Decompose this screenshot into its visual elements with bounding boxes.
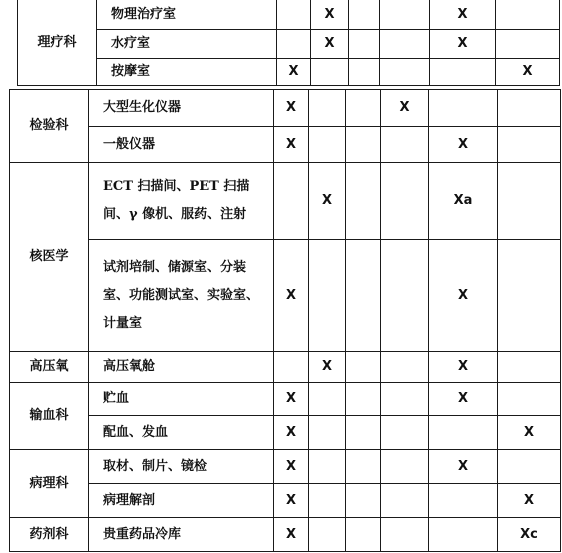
mark-cell: X xyxy=(429,240,498,352)
mark-cell xyxy=(346,352,381,383)
mark-cell: X xyxy=(430,30,496,59)
mark-cell xyxy=(381,383,429,416)
mark-cell: Xa xyxy=(429,163,498,240)
room-cell: 取材、制片、镜检 xyxy=(89,450,274,484)
mark-cell xyxy=(380,30,430,59)
mark-cell: X xyxy=(498,484,561,518)
room-cell: 大型生化仪器 xyxy=(89,90,274,127)
mark-cell xyxy=(277,30,311,59)
mark-cell: X xyxy=(429,127,498,163)
mark-cell xyxy=(429,484,498,518)
mark-cell xyxy=(496,30,560,59)
room-cell: 贮血 xyxy=(89,383,274,416)
mark-cell: X xyxy=(274,383,309,416)
table-row xyxy=(18,30,560,59)
mark-cell: X xyxy=(274,484,309,518)
mark-cell xyxy=(380,59,430,86)
mark-cell xyxy=(346,240,381,352)
mark-cell: Xc xyxy=(498,518,561,552)
mark-cell xyxy=(346,383,381,416)
room-cell: 配血、发血 xyxy=(89,416,274,450)
mark-cell xyxy=(498,352,561,383)
dept-cell: 输血科 xyxy=(10,383,89,450)
room-cell: 一般仪器 xyxy=(89,127,274,163)
mark-cell xyxy=(381,127,429,163)
mark-cell: X xyxy=(429,383,498,416)
mark-cell: X xyxy=(381,90,429,127)
mark-cell xyxy=(430,59,496,86)
treatment-table-lower xyxy=(9,89,561,552)
mark-cell xyxy=(429,90,498,127)
room-cell: 物理治疗室 xyxy=(97,0,277,30)
table-row xyxy=(10,240,561,352)
dept-cell: 药剂科 xyxy=(10,518,89,552)
mark-cell xyxy=(498,383,561,416)
mark-cell xyxy=(381,450,429,484)
dept-cell: 病理科 xyxy=(10,450,89,518)
dept-cell: 核医学 xyxy=(10,163,89,352)
mark-cell xyxy=(498,127,561,163)
mark-cell xyxy=(309,90,346,127)
table-row xyxy=(10,383,561,416)
mark-cell: X xyxy=(430,0,496,30)
mark-cell: X xyxy=(309,163,346,240)
mark-cell xyxy=(381,163,429,240)
mark-cell xyxy=(429,416,498,450)
room-cell: ECT 扫描间、PET 扫描间、γ 像机、服药、注射 xyxy=(89,163,274,240)
mark-cell xyxy=(496,0,560,30)
room-cell: 高压氧舱 xyxy=(89,352,274,383)
mark-cell xyxy=(346,90,381,127)
mark-cell xyxy=(381,484,429,518)
table-row xyxy=(18,59,560,86)
table-row xyxy=(18,0,560,30)
mark-cell xyxy=(381,240,429,352)
mark-cell xyxy=(349,0,380,30)
mark-cell xyxy=(498,240,561,352)
table-row xyxy=(10,518,561,552)
mark-cell xyxy=(429,518,498,552)
mark-cell: X xyxy=(429,352,498,383)
room-cell: 水疗室 xyxy=(97,30,277,59)
mark-cell: X xyxy=(274,127,309,163)
mark-cell xyxy=(309,383,346,416)
mark-cell xyxy=(309,450,346,484)
mark-cell: X xyxy=(274,416,309,450)
room-cell: 按摩室 xyxy=(97,59,277,86)
mark-cell: X xyxy=(498,416,561,450)
mark-cell xyxy=(346,127,381,163)
mark-cell xyxy=(498,90,561,127)
table-row xyxy=(10,127,561,163)
mark-cell: X xyxy=(429,450,498,484)
mark-cell: X xyxy=(309,352,346,383)
mark-cell: X xyxy=(277,59,311,86)
room-cell: 试剂培制、储源室、分装室、功能测试室、实验室、计量室 xyxy=(89,240,274,352)
mark-cell xyxy=(349,30,380,59)
dept-cell: 理疗科 xyxy=(18,0,97,86)
table-row xyxy=(10,90,561,127)
mark-cell xyxy=(498,163,561,240)
room-cell: 病理解剖 xyxy=(89,484,274,518)
mark-cell xyxy=(277,0,311,30)
mark-cell xyxy=(274,163,309,240)
mark-cell: X xyxy=(311,0,349,30)
mark-cell xyxy=(381,352,429,383)
treatment-table-upper xyxy=(17,0,560,86)
room-cell: 贵重药品冷库 xyxy=(89,518,274,552)
mark-cell: X xyxy=(274,518,309,552)
mark-cell xyxy=(309,127,346,163)
mark-cell: X xyxy=(311,30,349,59)
mark-cell xyxy=(346,163,381,240)
mark-cell xyxy=(346,416,381,450)
table-row xyxy=(10,484,561,518)
mark-cell xyxy=(311,59,349,86)
mark-cell: X xyxy=(274,90,309,127)
dept-cell: 检验科 xyxy=(10,90,89,163)
mark-cell xyxy=(349,59,380,86)
mark-cell xyxy=(381,416,429,450)
mark-cell xyxy=(309,416,346,450)
mark-cell xyxy=(380,0,430,30)
mark-cell xyxy=(309,484,346,518)
mark-cell xyxy=(346,484,381,518)
mark-cell xyxy=(346,450,381,484)
mark-cell xyxy=(498,450,561,484)
mark-cell: X xyxy=(274,450,309,484)
mark-cell xyxy=(381,518,429,552)
mark-cell xyxy=(274,352,309,383)
mark-cell: X xyxy=(496,59,560,86)
table-row xyxy=(10,450,561,484)
table-row xyxy=(10,352,561,383)
mark-cell xyxy=(309,240,346,352)
table-row xyxy=(10,416,561,450)
mark-cell: X xyxy=(274,240,309,352)
dept-cell: 高压氧 xyxy=(10,352,89,383)
mark-cell xyxy=(309,518,346,552)
mark-cell xyxy=(346,518,381,552)
table-row xyxy=(10,163,561,240)
